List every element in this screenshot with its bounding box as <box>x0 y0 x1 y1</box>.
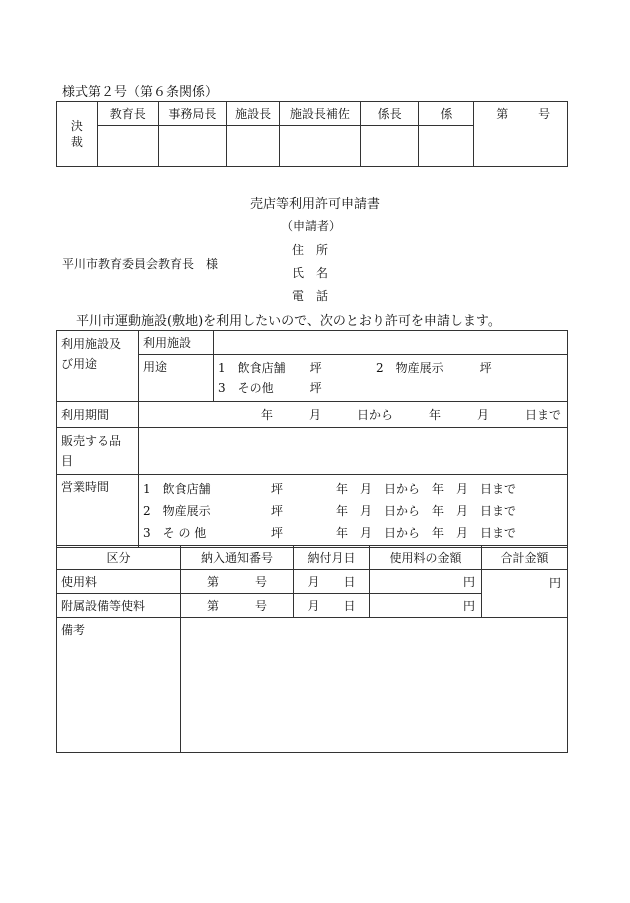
fee-header-notice-no: 納入通知番号 <box>181 546 294 570</box>
document-title: 売店等利用許可申請書 <box>250 197 381 212</box>
approval-label-2: 裁 <box>70 135 83 149</box>
number-prefix: 第 <box>496 107 509 121</box>
form-number: 様式第２号（第６条関係） <box>62 85 219 100</box>
usage-label <box>57 331 139 402</box>
hours-row-unit: 坪 <box>271 504 284 518</box>
usage-label-2: び用途 <box>61 357 98 371</box>
approval-table <box>56 101 568 167</box>
header-kakaricho: 係長 <box>360 102 419 126</box>
purpose-option-exhibit: 2 物産展示 坪 <box>376 361 492 375</box>
hours-row-name: 1 飲食店舗 <box>143 482 211 496</box>
fee-header-total: 合計金額 <box>482 546 568 570</box>
seal-kakaricho[interactable] <box>360 126 419 167</box>
intro-sentence: 平川市運動施設(敷地)を利用したいので、次のとおり許可を申請します。 <box>76 314 501 329</box>
seal-kakari[interactable] <box>419 126 474 167</box>
approval-label-1: 決 <box>70 119 83 133</box>
fee-row-notice-no[interactable]: 第 号 <box>181 594 294 618</box>
purpose-option-other: 3 その他 坪 <box>218 381 322 395</box>
hours-row[interactable] <box>143 522 563 544</box>
fee-table <box>56 545 568 753</box>
fee-row-notice-no[interactable]: 第 号 <box>181 570 294 594</box>
purpose-label: 用途 <box>139 355 214 402</box>
seal-kyoikucho[interactable] <box>97 126 158 167</box>
hours-rows <box>139 475 568 548</box>
purpose-options <box>214 355 568 402</box>
goods-label <box>57 428 139 475</box>
number-suffix: 号 <box>538 107 551 121</box>
goods-label-2: 目 <box>61 454 74 468</box>
addressee: 平川市教育委員会教育長 様 <box>62 257 219 271</box>
hours-label: 営業時間 <box>57 475 139 548</box>
fee-total[interactable]: 円 <box>482 570 568 618</box>
hours-row-range: 年 月 日から 年 月 日まで <box>336 526 517 540</box>
hours-row-name: 2 物産展示 <box>143 504 211 518</box>
fee-row-label: 使用料 <box>57 570 181 594</box>
header-kakari: 係 <box>419 102 474 126</box>
seal-shisetsucho[interactable] <box>227 126 280 167</box>
fee-row-amount[interactable]: 円 <box>370 570 482 594</box>
approval-label <box>57 102 98 167</box>
header-kyoikucho: 教育長 <box>97 102 158 126</box>
seal-jimukyokucho[interactable] <box>158 126 227 167</box>
header-shisetsucho: 施設長 <box>227 102 280 126</box>
goods-value[interactable] <box>139 428 568 475</box>
period-label: 利用期間 <box>57 402 139 428</box>
header-shisetsucho-hosa: 施設長補佐 <box>280 102 361 126</box>
header-jimukyokucho: 事務局長 <box>158 102 227 126</box>
applicant-heading: （申請者） <box>281 219 342 233</box>
hours-row-range: 年 月 日から 年 月 日まで <box>336 504 517 518</box>
fee-header-paid-date: 納付月日 <box>294 546 370 570</box>
remarks-value[interactable] <box>181 618 568 753</box>
hours-row-unit: 坪 <box>271 526 284 540</box>
fee-row-amount[interactable]: 円 <box>370 594 482 618</box>
remarks-label: 備考 <box>57 618 181 753</box>
goods-label-1: 販売する品 <box>61 434 122 448</box>
purpose-option-food: 1 飲食店舗 坪 <box>218 361 322 375</box>
hours-row[interactable] <box>143 478 563 500</box>
facility-value[interactable] <box>214 331 568 355</box>
applicant-name-label: 氏 名 <box>292 266 329 280</box>
facility-label: 利用施設 <box>139 331 214 355</box>
fee-header-amount: 使用料の金額 <box>370 546 482 570</box>
hours-row-name: 3 そ の 他 <box>143 526 207 540</box>
hours-row[interactable] <box>143 500 563 522</box>
fee-row-label: 附属設備等使料 <box>57 594 181 618</box>
period-value[interactable]: 年 月 日から 年 月 日まで <box>139 402 568 428</box>
hours-row-range: 年 月 日から 年 月 日まで <box>336 482 517 496</box>
application-table <box>56 330 568 548</box>
approval-number-cell <box>474 102 568 167</box>
table-row <box>57 570 568 594</box>
seal-shisetsucho-hosa[interactable] <box>280 126 361 167</box>
fee-row-date[interactable]: 月 日 <box>294 570 370 594</box>
fee-header-category: 区分 <box>57 546 181 570</box>
fee-row-date[interactable]: 月 日 <box>294 594 370 618</box>
applicant-phone-label: 電 話 <box>292 289 329 303</box>
hours-row-unit: 坪 <box>271 482 284 496</box>
usage-label-1: 利用施設及 <box>61 337 122 351</box>
applicant-address-label: 住 所 <box>292 243 329 257</box>
